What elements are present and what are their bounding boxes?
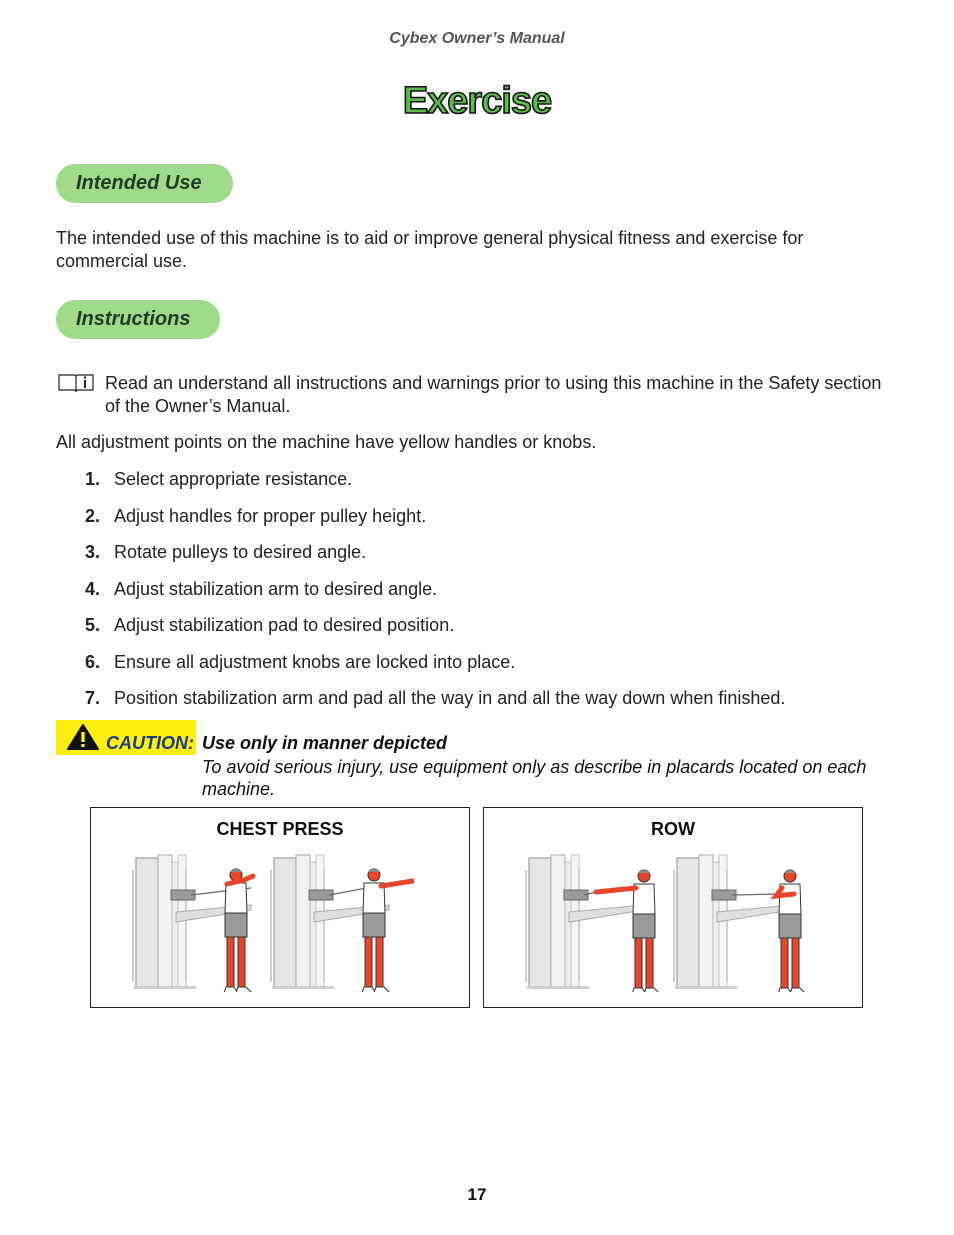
figure-panel-row	[483, 807, 863, 1008]
list-item: 6. Ensure all adjustment knobs are locked into place.	[85, 651, 516, 672]
list-item: 5. Adjust stabilization pad to desired position.	[85, 615, 455, 635]
warning-triangle-icon	[66, 723, 100, 751]
page-number: 17	[467, 1185, 487, 1204]
adjustment-points-text: All adjustment points on the machine have yellow handles or knobs.	[56, 432, 597, 452]
page-title: Exercise	[402, 80, 552, 122]
figure-title-chest-press: CHEST PRESS	[216, 819, 344, 839]
caution-badge	[56, 720, 196, 755]
list-item: 7. Position stabilization arm and pad all the way in and all the way down when finished.	[85, 688, 786, 708]
list-item: 1. Select appropriate resistance.	[85, 469, 353, 489]
note-text: Read an understand all instructions and warnings prior to using this machine in the Safety section of the Owner’s Manual.	[105, 373, 882, 416]
section-heading-instructions: Instructions	[56, 300, 220, 339]
caution-text: To avoid serious injury, use equipment only as describe in placards located on each machine.	[202, 757, 867, 799]
row-end-illustration	[672, 850, 817, 992]
intended-use-text: The intended use of this machine is to aid or improve general physical fitness and exercise for commercial use.	[56, 228, 804, 271]
caution-label: CAUTION:	[106, 733, 194, 753]
manual-header: Cybex Owner’s Manual	[389, 30, 565, 47]
book-info-icon	[56, 372, 96, 394]
chest-press-end-illustration	[269, 850, 414, 992]
section-heading-intended-use: Intended Use	[56, 164, 233, 203]
figure-panel-chest-press	[90, 807, 470, 1008]
list-item: 2. Adjust handles for proper pulley height.	[85, 505, 427, 526]
row-start-illustration	[524, 850, 669, 992]
instruction-steps	[56, 468, 896, 724]
list-item: 4. Adjust stabilization arm to desired angle.	[85, 578, 438, 599]
caution-title: Use only in manner depicted	[202, 733, 448, 753]
chest-press-start-illustration	[131, 850, 276, 992]
list-item: 3. Rotate pulleys to desired angle.	[85, 542, 367, 562]
figure-title-row: ROW	[651, 819, 695, 839]
